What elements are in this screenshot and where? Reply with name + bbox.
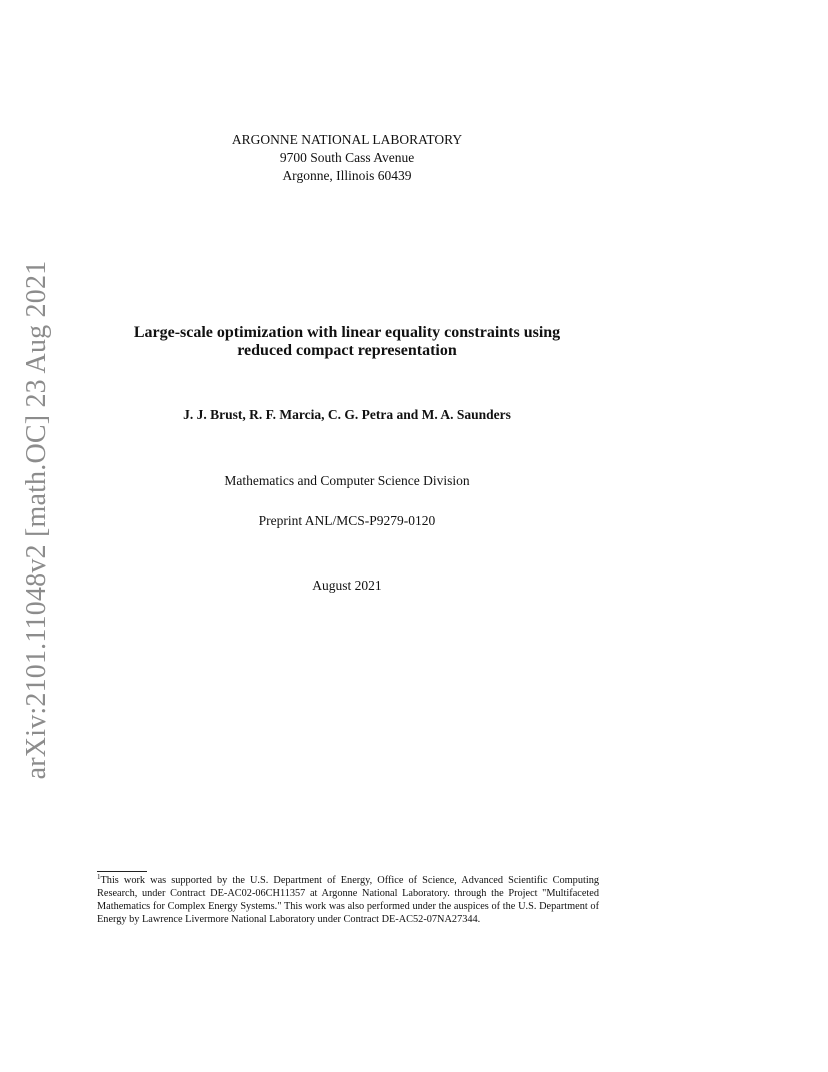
institution-name: ARGONNE NATIONAL LABORATORY	[231, 132, 463, 147]
footnote-marker: 1	[97, 873, 101, 881]
preprint-number: Preprint ANL/MCS-P9279-0120	[258, 513, 436, 528]
footnote-divider	[97, 871, 147, 872]
paper-title-line-1: Large-scale optimization with linear equality constraints using	[133, 324, 561, 341]
institution-header	[0, 131, 694, 185]
publication-date: August 2021	[312, 578, 382, 593]
arxiv-identifier-stamp: arXiv:2101.11048v2 [math.OC] 23 Aug 2021	[21, 260, 52, 780]
institution-address-line-1: 9700 South Cass Avenue	[279, 150, 415, 165]
division-name: Mathematics and Computer Science Division	[224, 473, 470, 488]
footnote-text: This work was supported by the U.S. Department of Energy, Office of Science, Advanced Scientific Computing Research, under Contract DE-AC02-06CH11357 at Argonne National Laboratory. through the Project "Multifaceted Mathematics for Complex Energy Systems." This work was also performed under the auspices of the U.S. Department of Energy by Lawrence Livermore National Laboratory under Contract DE-AC52-07NA27344.	[97, 875, 599, 925]
paper-title-line-2: reduced compact representation	[237, 342, 457, 359]
author-list: J. J. Brust, R. F. Marcia, C. G. Petra and M. A. Saunders	[183, 407, 511, 422]
paper-title	[0, 324, 694, 360]
institution-address-line-2: Argonne, Illinois 60439	[282, 168, 412, 183]
funding-footnote	[97, 874, 599, 926]
